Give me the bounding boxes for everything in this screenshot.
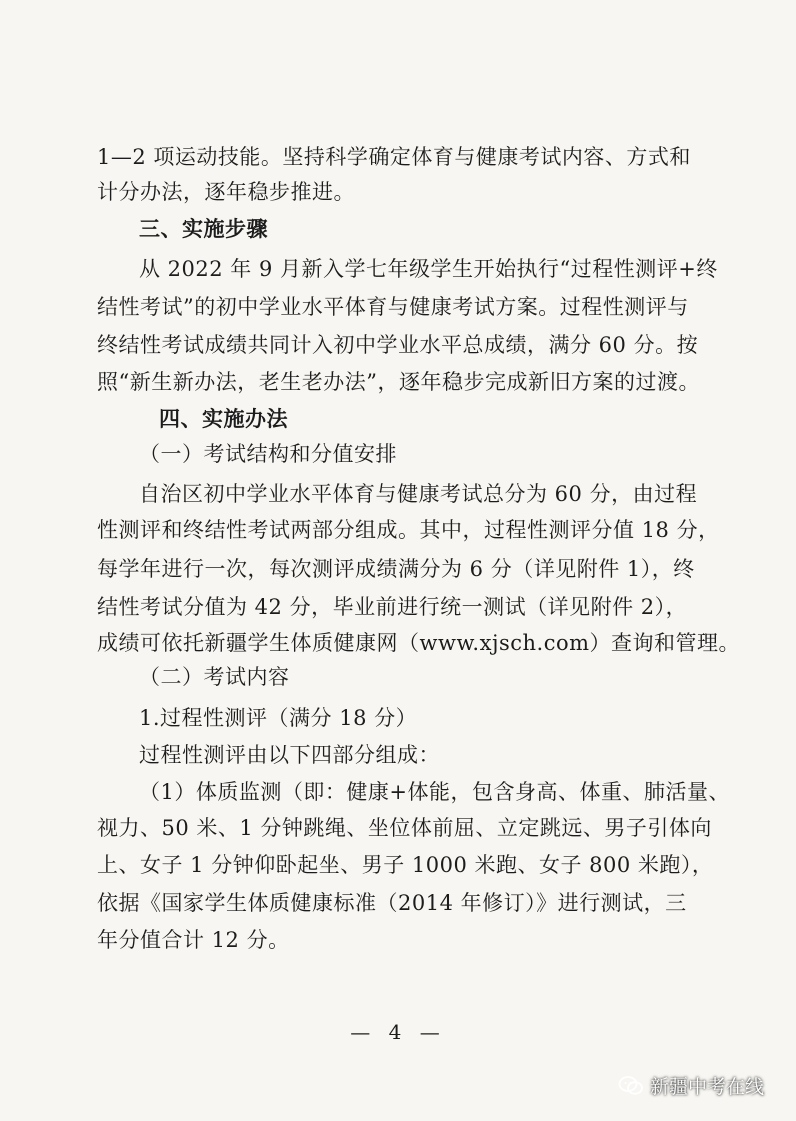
text-line: 视力、50 米、1 分钟跳绳、坐位体前屈、立定跳远、男子引体向 — [97, 816, 712, 840]
watermark — [618, 1072, 764, 1099]
text-line: 终结性考试成绩共同计入初中学业水平总成绩，满分 60 分。按 — [97, 333, 699, 357]
text-line: 结性考试分值为 42 分，毕业前进行统一测试（详见附件 2）， — [97, 595, 688, 619]
text-line: 性测评和终结性考试两部分组成。其中，过程性测评分值 18 分， — [97, 518, 720, 542]
text-line: 结性考试”的初中学业水平体育与健康考试方案。过程性测评与 — [97, 295, 689, 319]
text-line: 照“新生新办法，老生老办法”，逐年稳步完成新旧方案的过渡。 — [97, 370, 700, 394]
text-line: 1—2 项运动技能。坚持科学确定体育与健康考试内容、方式和 — [97, 145, 691, 169]
text-line: 自治区初中学业水平体育与健康考试总分为 60 分，由过程 — [139, 482, 698, 506]
text-line: 过程性测评由以下四部分组成： — [139, 743, 440, 767]
subsection-heading: （一）考试结构和分值安排 — [139, 442, 397, 466]
text-line: 每学年进行一次，每次测评成绩满分为 6 分（详见附件 1），终 — [97, 557, 695, 581]
watermark-text: 新疆中考在线 — [650, 1076, 765, 1098]
page-number: — 4 — — [350, 1020, 446, 1044]
text-line: 成绩可依托新疆学生体质健康网（www.xjsch.com）查询和管理。 — [97, 631, 741, 655]
text-line: 从 2022 年 9 月新入学七年级学生开始执行“过程性测评+终 — [139, 257, 718, 281]
text-line: 年分值合计 12 分。 — [97, 928, 290, 952]
text-line: 1.过程性测评（满分 18 分） — [139, 706, 418, 730]
section-heading: 三、实施步骤 — [139, 217, 268, 241]
text-line: 上、女子 1 分钟仰卧起坐、男子 1000 米跑、女子 800 米跑）， — [97, 853, 714, 877]
wechat-icon — [618, 1075, 644, 1097]
text-line: 计分办法，逐年稳步推进。 — [97, 180, 355, 204]
text-line: 依据《国家学生体质健康标准（2014 年修订）》进行测试，三 — [97, 891, 687, 915]
section-heading: 四、实施办法 — [159, 407, 288, 431]
text-line: （1）体质监测（即：健康+体能，包含身高、体重、肺活量、 — [139, 780, 730, 804]
subsection-heading: （二）考试内容 — [139, 665, 290, 689]
